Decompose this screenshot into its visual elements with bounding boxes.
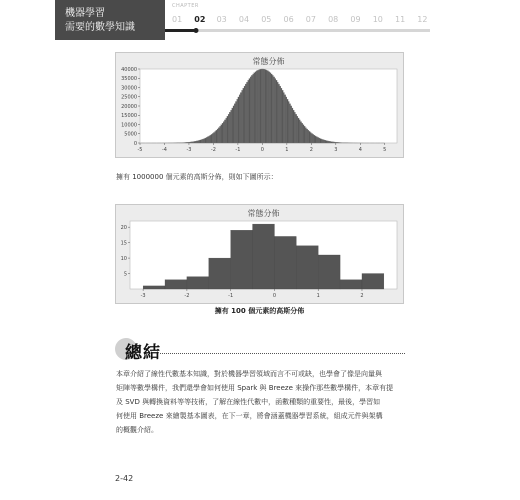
histogram-bar [317,137,318,143]
x-tick-label: -4 [161,147,167,153]
histogram-bar [313,134,314,143]
histogram-bar [218,128,219,143]
histogram-bar [327,141,328,143]
histogram-bar [277,82,278,143]
histogram-bar [336,142,337,143]
histogram-bar [300,122,301,143]
histogram-bar [211,134,212,143]
histogram-bar [324,140,325,143]
histogram-bar [280,86,281,143]
x-tick-label: -5 [137,147,143,153]
histogram-bar [333,142,334,143]
chapter-number-09: 09 [350,15,361,24]
chapter-number-05: 05 [261,15,272,24]
histogram-bar [210,135,211,143]
histogram-bar [190,142,191,143]
histogram-bar [228,114,229,143]
chapter-title-line1: 機器學習 [65,8,105,19]
histogram-bar [261,69,262,143]
summary-line: 及 SVD 與轉換資料等等技術，了解在線性代數中，函數種類的重要性，最後，學習如 [116,398,381,406]
histogram-bar [246,82,247,143]
summary-dotted-rule [160,353,405,354]
histogram-bar [212,133,213,143]
y-tick-label: 20 [120,224,127,231]
histogram-bar [265,70,266,143]
chart-title: 常態分佈 [252,57,285,66]
histogram-bar [238,97,239,143]
histogram-bar [187,277,209,289]
histogram-bar [296,246,318,289]
chapter-number-03: 03 [216,15,227,24]
histogram-bar [194,141,195,143]
histogram-bar [272,75,273,143]
histogram-bar [216,130,217,143]
histogram-bar [319,138,320,143]
histogram-bar [232,108,233,143]
histogram-bar [227,116,228,143]
histogram-bar [202,139,203,143]
histogram-bar [267,71,268,143]
histogram-bar [245,84,246,143]
summary-line: 何使用 Breeze 來繪製基本圖表，在下一章，將會涵蓋機器學習系統，組成元件與架構 [116,412,383,420]
histogram-bar [239,95,240,143]
histogram-bar [294,112,295,143]
histogram-bar [249,79,250,143]
x-tick-label: -2 [184,293,190,299]
histogram-bar [209,136,210,143]
chapter-number-10: 10 [372,15,383,24]
histogram-bar [295,114,296,143]
histogram-bar [201,140,202,143]
histogram-bar [302,123,303,143]
histogram-bar [288,101,289,143]
histogram-bar [305,128,306,143]
y-tick-label: 5 [123,271,127,278]
histogram-bar [242,90,243,143]
summary-line: 矩陣等數學構件，我們還學會如何使用 Spark 與 Breeze 來操作那些數學構件，本章有提 [116,384,394,392]
histogram-bar [223,122,224,143]
histogram-bar [260,69,261,143]
histogram-bar [213,132,214,143]
histogram-bar [250,77,251,143]
histogram-bar [262,69,263,143]
histogram-bar [318,255,340,289]
histogram-bar [270,73,271,143]
x-tick-label: 1 [285,147,289,153]
histogram-bar [276,80,277,143]
histogram-bar [306,129,307,143]
histogram-bar [309,131,310,143]
chapter-label: CHAPTER [172,3,199,9]
summary-body [116,367,406,437]
x-tick-label: 2 [360,293,364,299]
histogram-bar [257,70,258,143]
chapter-header-box [55,0,165,40]
chapter-progress-marker [194,28,199,33]
histogram-bar [362,274,384,289]
histogram-bar [185,142,186,143]
histogram-bar [325,140,326,143]
histogram-bar [282,90,283,143]
histogram-bar [283,93,284,143]
histogram-bar [237,99,238,143]
histogram-bar [220,126,221,143]
histogram-bar [286,97,287,143]
histogram-bar [284,95,285,143]
y-tick-label: 10 [120,255,127,262]
chart2-panel [115,204,404,304]
histogram-bar [273,77,274,143]
x-tick-label: 5 [383,147,387,153]
chart1-panel [115,52,404,158]
histogram-bar [195,141,196,143]
histogram-bar [291,106,292,143]
histogram-bar [287,99,288,143]
histogram-bar [200,140,201,143]
histogram-bar [299,120,300,143]
x-tick-label: 3 [334,147,338,153]
summary-line: 本章介紹了線性代數基本知識，對於機器學習領域而言不可或缺，也學會了像是向量與 [116,370,382,378]
intro-text: 擁有 1000000 個元素的高斯分佈，則如下圖所示： [116,173,278,181]
histogram-bar [221,125,222,143]
histogram-bar [331,142,332,143]
histogram-bar [235,101,236,143]
histogram-bar [193,142,194,143]
histogram-bar [231,230,253,289]
y-tick-label: 25000 [121,94,137,101]
histogram-bar [191,142,192,143]
histogram-bar [315,136,316,143]
histogram-bar [311,133,312,143]
histogram-bar [205,138,206,143]
histogram-bar [330,141,331,143]
histogram-bar [297,116,298,143]
histogram-bar [293,110,294,143]
chapter-number-07: 07 [305,15,316,24]
histogram-bar [337,142,338,143]
histogram-bar [240,93,241,143]
chapter-number-12: 12 [417,15,428,24]
histogram-bar [303,125,304,143]
x-tick-label: -2 [210,147,216,153]
histogram-bar [310,132,311,143]
chapter-title-line2: 需要的數學知識 [65,22,135,33]
histogram-bar [165,280,187,289]
x-tick-label: 0 [272,293,277,299]
histogram-bar [189,142,190,143]
histogram-bar [332,142,333,143]
histogram-bar [264,69,265,143]
histogram-bar [231,110,232,143]
x-tick-label: 0 [260,147,264,153]
histogram-bar [289,104,290,143]
y-tick-label: 20000 [121,103,137,110]
y-tick-label: 5000 [124,131,137,138]
histogram-bar [209,258,231,289]
histogram-bar [217,129,218,143]
chapter-progress-fill [165,29,197,32]
x-tick-label: 2 [309,147,313,153]
page-number: 2-42 [115,474,134,483]
chapter-number-11: 11 [395,15,406,24]
histogram-bar [322,140,323,143]
histogram-bar [233,106,234,143]
histogram-bar [274,236,296,289]
histogram-bar [251,75,252,143]
histogram-bar [248,80,249,143]
histogram-bar [292,108,293,143]
histogram-bar [316,137,317,143]
y-tick-label: 30000 [121,85,137,92]
histogram-bar [326,141,327,143]
chart2-svg [116,205,403,303]
histogram-bar [308,130,309,143]
x-tick-label: -3 [186,147,192,153]
histogram-bar [222,123,223,143]
histogram-bar [198,141,199,143]
histogram-bar [224,120,225,143]
chapter-number-06: 06 [283,15,294,24]
chapter-number-08: 08 [328,15,339,24]
histogram-bar [187,142,188,143]
histogram-bar [304,126,305,143]
histogram-bar [271,74,272,143]
histogram-bar [269,72,270,143]
histogram-bar [143,286,165,289]
chart2-caption: 擁有 100 個元素的高斯分佈 [214,307,305,315]
histogram-bar [321,139,322,143]
chapter-number-01: 01 [172,15,183,24]
histogram-bar [328,141,329,143]
histogram-bar [255,72,256,143]
histogram-bar [266,70,267,143]
histogram-bar [226,118,227,143]
chart-title: 常態分佈 [247,209,280,218]
y-tick-label: 0 [133,140,137,147]
histogram-bar [244,86,245,143]
histogram-bar [278,84,279,143]
histogram-bar [259,70,260,143]
chapter-progress-track [165,29,430,32]
y-tick-label: 40000 [121,66,137,73]
histogram-bar [196,141,197,143]
x-tick-label: 1 [316,293,320,299]
histogram-bar [298,118,299,143]
y-tick-label: 15 [120,240,127,247]
histogram-bar [275,79,276,143]
histogram-bar [243,88,244,143]
x-tick-label: 4 [358,147,362,153]
histogram-bar [320,139,321,143]
summary-line: 的概觀介紹。 [116,426,158,434]
histogram-bar [234,104,235,143]
chapter-number-02: 02 [194,15,206,24]
histogram-bar [254,73,255,143]
histogram-bar [215,131,216,143]
histogram-bar [256,71,257,143]
summary-heading: 總結 [125,343,161,363]
histogram-bar [207,137,208,143]
histogram-bar [340,280,362,289]
histogram-bar [338,142,339,143]
histogram-bar [281,88,282,143]
histogram-bar [199,140,200,143]
x-tick-label: -3 [140,293,146,299]
histogram-bar [314,135,315,143]
y-tick-label: 35000 [121,76,137,83]
histogram-bar [253,224,275,289]
x-tick-label: -1 [228,293,234,299]
histogram-bar [188,142,189,143]
y-tick-label: 10000 [121,122,137,129]
histogram-bar [204,139,205,143]
histogram-bar [229,112,230,143]
histogram-bar [206,137,207,143]
chart1-svg [116,53,403,157]
x-tick-label: -1 [235,147,241,153]
chapter-number-04: 04 [238,15,250,24]
y-tick-label: 15000 [121,113,137,120]
histogram-bar [335,142,336,143]
histogram-bar [253,74,254,143]
